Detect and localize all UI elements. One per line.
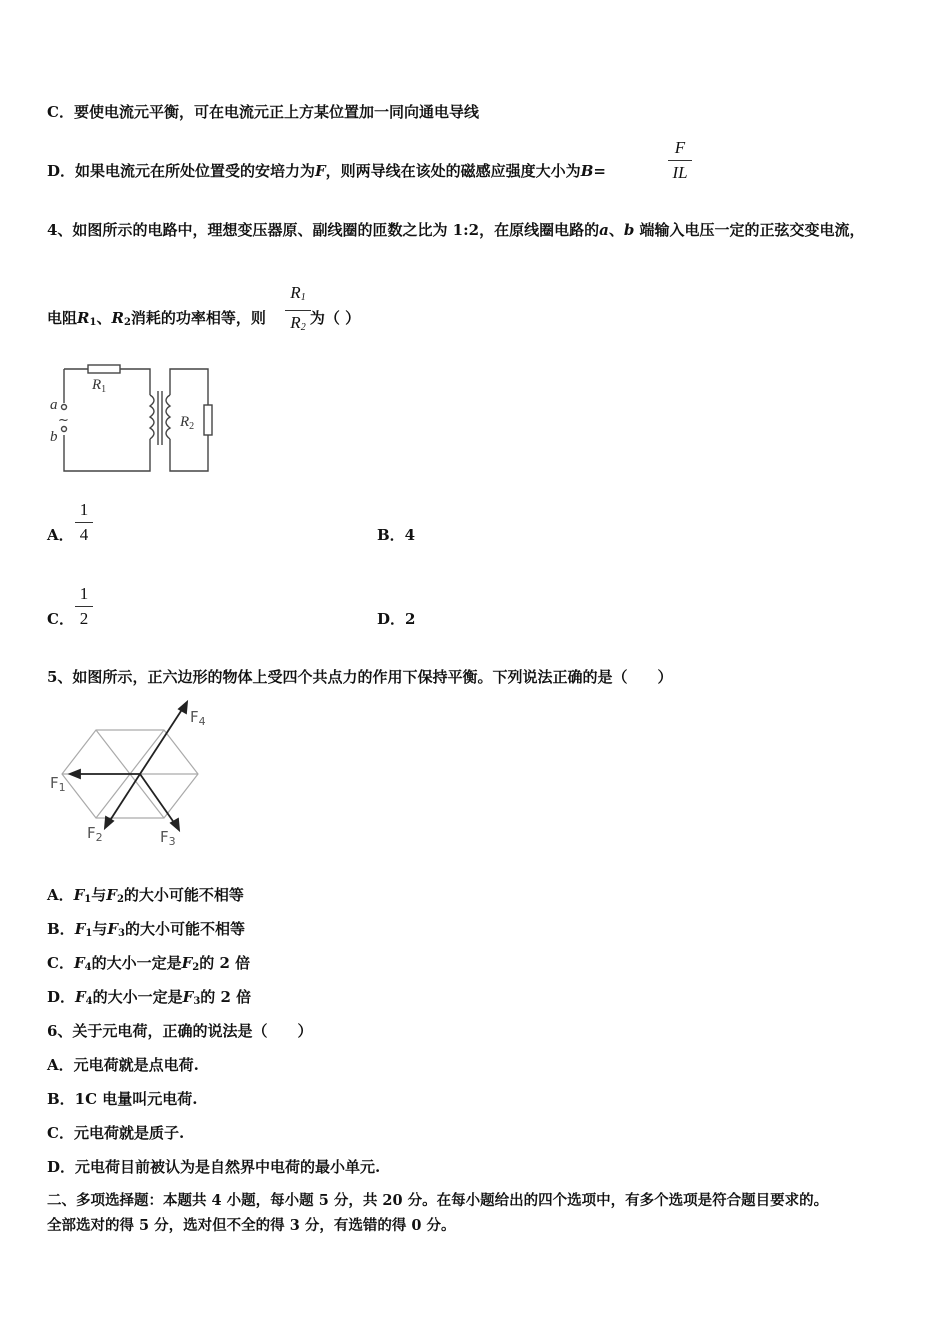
q3-formula-denominator: IL — [672, 163, 688, 182]
q4-fig-r1-label: $R_1$ — [92, 377, 107, 395]
q4-r2-sub: 2 — [123, 317, 131, 328]
q6-option-c: C．元电荷就是质子. — [47, 1124, 185, 1142]
q4-var-b: b — [623, 221, 635, 239]
q4-fig-r2-label: $R_2$ — [180, 414, 195, 432]
q4-ratio-numerator: $R_1$ — [290, 283, 306, 303]
q3-option-d-mid: ，则两导线在该处的磁感应强度大小为 — [325, 162, 581, 180]
q4-option-a-numerator: 1 — [79, 500, 89, 519]
q4-option-a-fraction — [75, 500, 93, 545]
q6-stem: 6、关于元电荷，正确的说法是（ ） — [47, 1022, 313, 1040]
q4-stem-line1-a: 4、如图所示的电路中，理想变压器原、副线圈的匝数之比为 1:2，在原线圈电路的 — [47, 221, 600, 239]
q3-option-d-text: D．如果电流元在所处位置受的安培力为 — [47, 162, 316, 180]
q4-stem-line2-a: 电阻 — [47, 309, 78, 327]
q6-option-d: D．元电荷目前被认为是自然界中电荷的最小单元. — [47, 1158, 381, 1176]
q4-ratio-fraction — [285, 283, 311, 338]
section2-heading-line1: 二、多项选择题：本题共 4 小题，每小题 5 分，共 20 分。在每小题给出的四个选项中，有多个选项是符合题目要求的。 — [47, 1192, 829, 1209]
q4-option-b: B．4 — [377, 526, 416, 544]
q3-formula-f-over-il — [668, 138, 692, 183]
q4-circuit-diagram — [40, 355, 230, 485]
q4-var-a: a — [599, 221, 609, 239]
q3-option-d — [47, 161, 606, 181]
q4-stem-line2 — [47, 308, 360, 333]
q4-option-d: D．2 — [377, 610, 416, 628]
q4-stem-sep2: 、 — [96, 309, 112, 327]
q5-option-c: C．$F_4$的大小一定是$F_2$的 2 倍 — [47, 954, 251, 973]
q4-option-c-bar — [75, 606, 93, 607]
q5-option-a: A．$F_1$与$F_2$的大小可能不相等 — [47, 886, 244, 905]
q4-r1: R — [77, 309, 90, 327]
q5-option-d: D．$F_4$的大小一定是$F_3$的 2 倍 — [47, 988, 252, 1007]
q4-fig-b-label: b — [50, 429, 58, 445]
q6-option-a: A．元电荷就是点电荷. — [47, 1056, 199, 1074]
q4-option-a-bar — [75, 522, 93, 523]
q3-option-d-f: F — [315, 162, 326, 180]
q4-option-c-denominator: 2 — [79, 609, 89, 628]
q4-fig-a-label: a — [50, 397, 58, 413]
q3-formula-numerator: F — [674, 138, 686, 157]
section2-heading-line2: 全部选对的得 5 分，选对但不全的得 3 分，有选错的得 0 分。 — [47, 1217, 456, 1234]
q5-option-b: B．$F_1$与$F_3$的大小可能不相等 — [47, 920, 245, 939]
q3-option-c: C．要使电流元平衡，可在电流元正上方某位置加一同向通电导线 — [47, 103, 479, 121]
q6-option-b: B．1C 电量叫元电荷. — [47, 1090, 198, 1108]
q4-fig-ac-symbol: ~ — [58, 413, 69, 428]
q4-option-a-label: A． — [47, 526, 74, 544]
q4-stem-line2-c: 为（ ） — [309, 309, 361, 327]
q5-stem: 5、如图所示，正六边形的物体上受四个共点力的作用下保持平衡。下列说法正确的是（ ） — [47, 668, 673, 686]
q4-option-a-denominator: 4 — [79, 525, 89, 544]
q4-stem-line2-b: 消耗的功率相等，则 — [130, 309, 266, 327]
q4-ratio-denominator: $R_2$ — [290, 313, 306, 333]
q5-fig-f2-label: $F_2$ — [87, 824, 103, 844]
q4-stem-sep: 、 — [608, 221, 624, 239]
q5-fig-f4-label: $F_4$ — [190, 708, 206, 728]
q4-option-c-fraction — [75, 584, 93, 629]
q5-fig-f3-label: $F_3$ — [160, 828, 176, 848]
q4-stem-line1 — [47, 220, 865, 240]
q5-hexagon-force-diagram — [40, 698, 230, 853]
q5-fig-f1-label: $F_1$ — [50, 774, 66, 794]
q3-formula-bar — [668, 160, 692, 161]
q4-option-c-numerator: 1 — [79, 584, 89, 603]
q4-r1-sub: 1 — [89, 317, 97, 328]
q4-r2: R — [111, 309, 124, 327]
q4-stem-line1-b: 端输入电压一定的正弦交变电流， — [634, 221, 865, 239]
q4-ratio-bar — [285, 310, 311, 311]
q3-option-d-b: B= — [580, 162, 606, 180]
q4-option-c-label: C． — [47, 610, 74, 628]
